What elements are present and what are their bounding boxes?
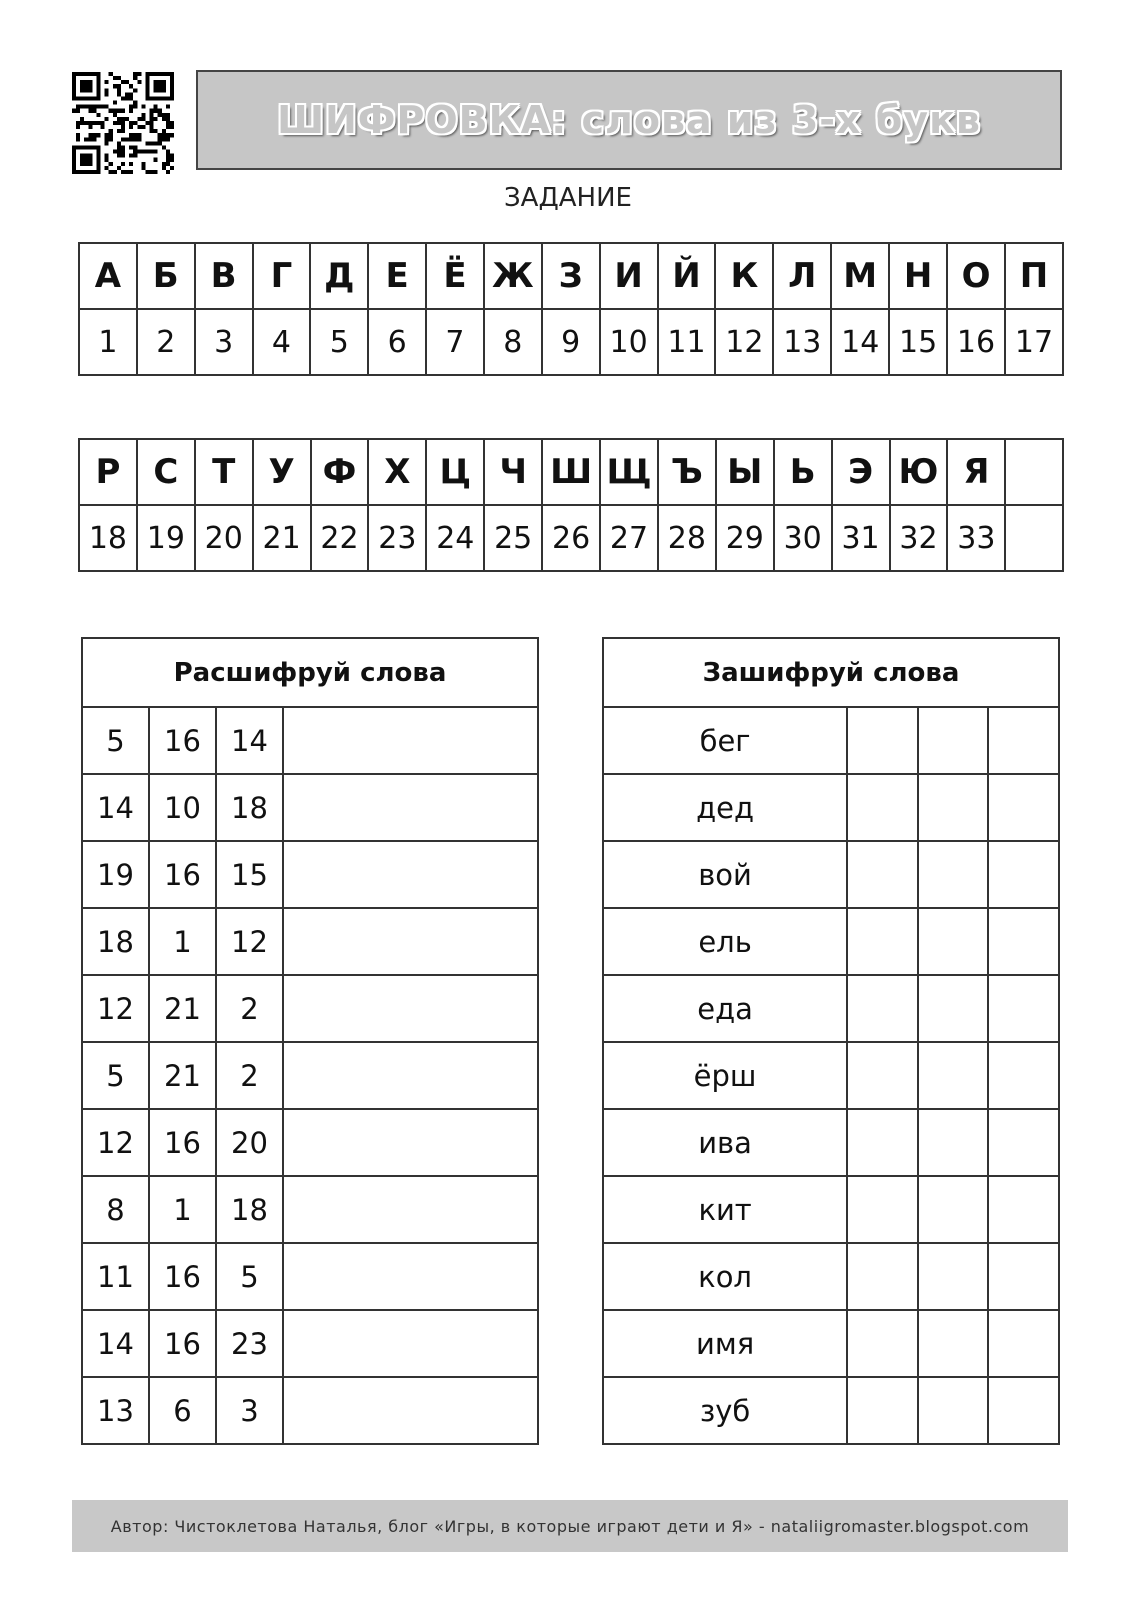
code-answer-cell[interactable] [988, 1310, 1059, 1377]
code-number: 1 [149, 908, 216, 975]
code-answer-cell[interactable] [918, 1176, 989, 1243]
code-number: 8 [82, 1176, 149, 1243]
alphabet-number-cell: 32 [890, 505, 948, 571]
code-number: 16 [149, 841, 216, 908]
code-number: 18 [216, 1176, 283, 1243]
code-answer-cell[interactable] [988, 707, 1059, 774]
alphabet-number-cell: 33 [947, 505, 1005, 571]
answer-cell[interactable] [283, 1310, 538, 1377]
code-number: 23 [216, 1310, 283, 1377]
alphabet-letter-cell: Л [773, 243, 831, 309]
code-number: 5 [216, 1243, 283, 1310]
alphabet-number-cell: 9 [542, 309, 600, 375]
code-number: 14 [82, 774, 149, 841]
decode-heading: Расшифруй слова [82, 638, 538, 707]
alphabet-letter-cell: Б [137, 243, 195, 309]
alphabet-letter-cell: Ь [774, 439, 832, 505]
code-answer-cell[interactable] [847, 1176, 918, 1243]
code-number: 18 [216, 774, 283, 841]
code-number: 16 [149, 1109, 216, 1176]
encode-row [603, 1176, 1059, 1243]
alphabet-number-cell: 19 [137, 505, 195, 571]
alphabet-letters-row [79, 243, 1063, 309]
decode-row [82, 908, 538, 975]
code-number: 5 [82, 707, 149, 774]
alphabet-number-cell: 5 [310, 309, 368, 375]
code-number: 21 [149, 975, 216, 1042]
code-number: 1 [149, 1176, 216, 1243]
encode-row [603, 1109, 1059, 1176]
encode-row [603, 908, 1059, 975]
answer-cell[interactable] [283, 975, 538, 1042]
code-answer-cell[interactable] [988, 774, 1059, 841]
alphabet-letter-cell: Е [368, 243, 426, 309]
encode-row [603, 707, 1059, 774]
page-title: ШИФРОВКА: слова из 3-х букв [277, 98, 981, 142]
encode-row [603, 841, 1059, 908]
code-answer-cell[interactable] [988, 841, 1059, 908]
encode-row [603, 1243, 1059, 1310]
alphabet-letter-cell: З [542, 243, 600, 309]
code-number: 12 [216, 908, 283, 975]
code-number: 6 [149, 1377, 216, 1444]
answer-cell[interactable] [283, 1377, 538, 1444]
alphabet-number-cell: 12 [715, 309, 773, 375]
alphabet-letter-cell: У [253, 439, 311, 505]
code-answer-cell[interactable] [847, 908, 918, 975]
code-answer-cell[interactable] [988, 1109, 1059, 1176]
decode-row [82, 774, 538, 841]
alphabet-letter-cell: Й [658, 243, 716, 309]
alphabet-number-cell: 27 [600, 505, 658, 571]
alphabet-letters-row [79, 439, 1063, 505]
code-answer-cell[interactable] [918, 1310, 989, 1377]
word-to-encode: дед [603, 774, 847, 841]
code-number: 12 [82, 1109, 149, 1176]
code-answer-cell[interactable] [847, 707, 918, 774]
code-answer-cell[interactable] [847, 1042, 918, 1109]
alphabet-letter-cell: С [137, 439, 195, 505]
code-number: 20 [216, 1109, 283, 1176]
code-answer-cell[interactable] [918, 774, 989, 841]
word-to-encode: зуб [603, 1377, 847, 1444]
alphabet-letter-cell: Ы [716, 439, 774, 505]
alphabet-number-cell: 14 [831, 309, 889, 375]
alphabet-number-cell: 6 [368, 309, 426, 375]
code-number: 14 [216, 707, 283, 774]
alphabet-number-cell: 3 [195, 309, 253, 375]
alphabet-number-cell: 17 [1005, 309, 1063, 375]
code-answer-cell[interactable] [847, 975, 918, 1042]
answer-cell[interactable] [283, 1042, 538, 1109]
code-number: 15 [216, 841, 283, 908]
code-answer-cell[interactable] [918, 1243, 989, 1310]
alphabet-letter-cell: Н [889, 243, 947, 309]
code-answer-cell[interactable] [918, 707, 989, 774]
alphabet-number-cell: 26 [542, 505, 600, 571]
alphabet-letter-cell: Э [832, 439, 890, 505]
answer-cell[interactable] [283, 1109, 538, 1176]
code-answer-cell[interactable] [918, 841, 989, 908]
task-label: ЗАДАНИЕ [504, 183, 632, 213]
answer-cell[interactable] [283, 1243, 538, 1310]
alphabet-number-cell: 28 [658, 505, 716, 571]
code-answer-cell[interactable] [988, 1042, 1059, 1109]
code-number: 18 [82, 908, 149, 975]
alphabet-letter-cell: Р [79, 439, 137, 505]
alphabet-number-cell: 20 [195, 505, 253, 571]
alphabet-letter-cell: Щ [600, 439, 658, 505]
code-answer-cell[interactable] [847, 1310, 918, 1377]
encode-row [603, 774, 1059, 841]
alphabet-letter-cell: Ж [484, 243, 542, 309]
alphabet-letter-cell: Ъ [658, 439, 716, 505]
alphabet-letter-cell: П [1005, 243, 1063, 309]
code-number: 16 [149, 1310, 216, 1377]
answer-cell[interactable] [283, 908, 538, 975]
alphabet-number-cell: 2 [137, 309, 195, 375]
alphabet-number-cell [1005, 505, 1063, 571]
decode-row [82, 1310, 538, 1377]
alphabet-number-cell: 30 [774, 505, 832, 571]
alphabet-number-cell: 13 [773, 309, 831, 375]
code-answer-cell[interactable] [988, 1176, 1059, 1243]
decode-row [82, 975, 538, 1042]
alphabet-letter-cell: М [831, 243, 889, 309]
alphabet-letter-cell: Х [368, 439, 426, 505]
alphabet-number-cell: 11 [658, 309, 716, 375]
alphabet-letter-cell: А [79, 243, 137, 309]
alphabet-number-cell: 23 [368, 505, 426, 571]
word-to-encode: бег [603, 707, 847, 774]
alphabet-letter-cell [1005, 439, 1063, 505]
decode-row [82, 1176, 538, 1243]
decode-row [82, 1042, 538, 1109]
code-number: 3 [216, 1377, 283, 1444]
footer-credit: Автор: Чистоклетова Наталья, блог «Игры, в которые играют дети и Я» - nataliigromaster.blogspot.com [72, 1500, 1068, 1552]
alphabet-letter-cell: О [947, 243, 1005, 309]
alphabet-number-cell: 7 [426, 309, 484, 375]
alphabet-number-cell: 25 [484, 505, 542, 571]
encode-row [603, 1042, 1059, 1109]
code-number: 14 [82, 1310, 149, 1377]
alphabet-numbers-row [79, 309, 1063, 375]
alphabet-letter-cell: Я [947, 439, 1005, 505]
alphabet-letter-cell: Д [310, 243, 368, 309]
code-answer-cell[interactable] [918, 1042, 989, 1109]
code-answer-cell[interactable] [918, 975, 989, 1042]
encode-row [603, 1377, 1059, 1444]
encode-row [603, 975, 1059, 1042]
code-number: 12 [82, 975, 149, 1042]
encode-heading: Зашифруй слова [603, 638, 1059, 707]
alphabet-number-cell: 16 [947, 309, 1005, 375]
word-to-encode: кол [603, 1243, 847, 1310]
decode-row [82, 841, 538, 908]
decode-row [82, 1243, 538, 1310]
decode-table [81, 637, 539, 1445]
answer-cell[interactable] [283, 774, 538, 841]
alphabet-letter-cell: Ш [542, 439, 600, 505]
alphabet-number-cell: 15 [889, 309, 947, 375]
code-number: 2 [216, 975, 283, 1042]
word-to-encode: вой [603, 841, 847, 908]
code-answer-cell[interactable] [847, 841, 918, 908]
code-answer-cell[interactable] [918, 908, 989, 975]
code-answer-cell[interactable] [988, 975, 1059, 1042]
code-answer-cell[interactable] [918, 1377, 989, 1444]
qr-code-icon [72, 72, 174, 174]
code-number: 2 [216, 1042, 283, 1109]
word-to-encode: ёрш [603, 1042, 847, 1109]
word-to-encode: ель [603, 908, 847, 975]
code-number: 21 [149, 1042, 216, 1109]
code-answer-cell[interactable] [847, 1243, 918, 1310]
code-answer-cell[interactable] [847, 774, 918, 841]
alphabet-number-cell: 8 [484, 309, 542, 375]
alphabet-letter-cell: Т [195, 439, 253, 505]
code-answer-cell[interactable] [988, 908, 1059, 975]
alphabet-number-cell: 4 [253, 309, 311, 375]
alphabet-letter-cell: Ч [484, 439, 542, 505]
alphabet-letter-cell: Г [253, 243, 311, 309]
encode-table [602, 637, 1060, 1445]
alphabet-letter-cell: И [600, 243, 658, 309]
code-number: 11 [82, 1243, 149, 1310]
encode-row [603, 1310, 1059, 1377]
word-to-encode: ива [603, 1109, 847, 1176]
alphabet-table-1 [78, 242, 1064, 376]
code-number: 16 [149, 707, 216, 774]
title-banner [196, 70, 1062, 170]
alphabet-number-cell: 24 [426, 505, 484, 571]
alphabet-table-2 [78, 438, 1064, 572]
alphabet-letter-cell: Ю [890, 439, 948, 505]
alphabet-numbers-row [79, 505, 1063, 571]
code-answer-cell[interactable] [847, 1109, 918, 1176]
alphabet-number-cell: 1 [79, 309, 137, 375]
code-number: 5 [82, 1042, 149, 1109]
code-answer-cell[interactable] [847, 1377, 918, 1444]
word-to-encode: еда [603, 975, 847, 1042]
decode-row [82, 1377, 538, 1444]
alphabet-number-cell: 22 [311, 505, 369, 571]
alphabet-number-cell: 10 [600, 309, 658, 375]
alphabet-letter-cell: К [715, 243, 773, 309]
decode-row [82, 1109, 538, 1176]
alphabet-letter-cell: Ё [426, 243, 484, 309]
decode-row [82, 707, 538, 774]
code-number: 13 [82, 1377, 149, 1444]
answer-cell[interactable] [283, 841, 538, 908]
answer-cell[interactable] [283, 1176, 538, 1243]
word-to-encode: имя [603, 1310, 847, 1377]
code-answer-cell[interactable] [988, 1243, 1059, 1310]
code-answer-cell[interactable] [918, 1109, 989, 1176]
alphabet-number-cell: 21 [253, 505, 311, 571]
word-to-encode: кит [603, 1176, 847, 1243]
code-number: 19 [82, 841, 149, 908]
code-answer-cell[interactable] [988, 1377, 1059, 1444]
code-number: 16 [149, 1243, 216, 1310]
alphabet-letter-cell: В [195, 243, 253, 309]
alphabet-number-cell: 29 [716, 505, 774, 571]
alphabet-letter-cell: Ц [426, 439, 484, 505]
code-number: 10 [149, 774, 216, 841]
alphabet-number-cell: 31 [832, 505, 890, 571]
alphabet-number-cell: 18 [79, 505, 137, 571]
answer-cell[interactable] [283, 707, 538, 774]
alphabet-letter-cell: Ф [311, 439, 369, 505]
